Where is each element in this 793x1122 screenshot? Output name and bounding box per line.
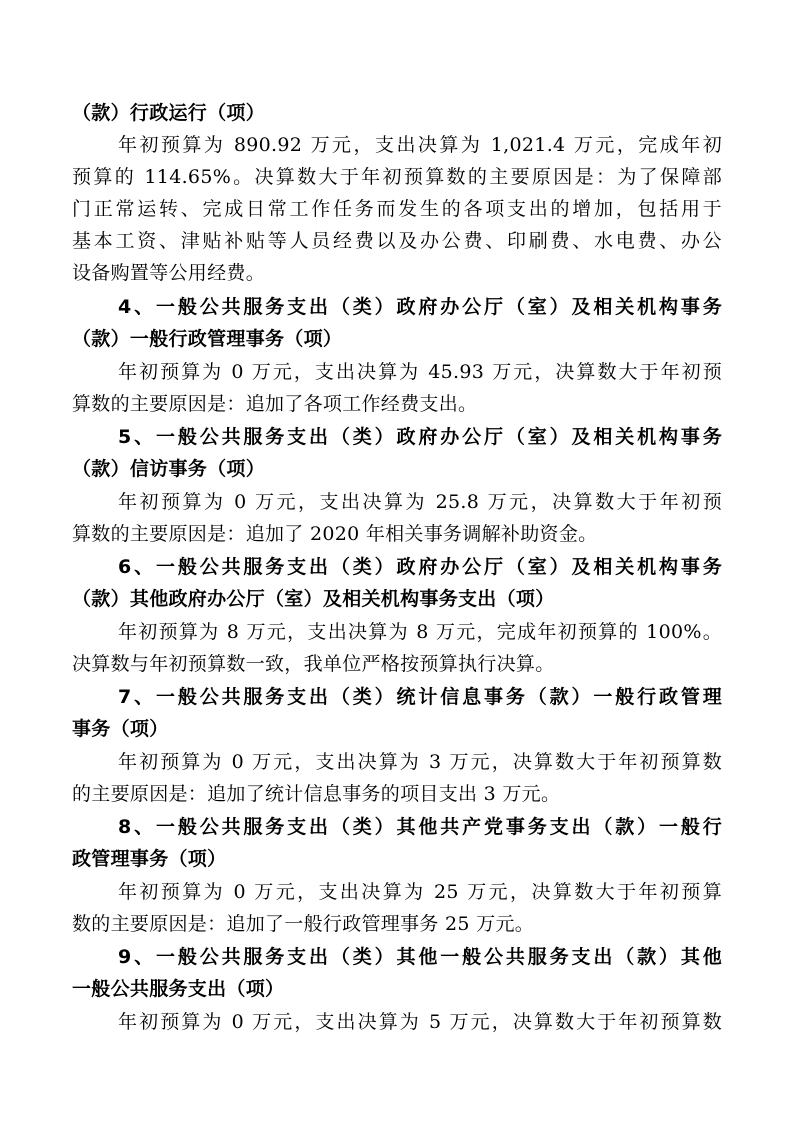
section-7-body-line-2: 的主要原因是：追加了统计信息事务的项目支出 3 万元。 bbox=[72, 783, 561, 805]
section-4-body-line-1: 年初预算为 0 万元，支出决算为 45.93 万元，决算数大于年初预 bbox=[118, 361, 722, 383]
section-3-body-line-3: 门正常运转、完成日常工作任务而发生的各项支出的增加，包括用于 bbox=[72, 198, 722, 220]
section-4-heading-line-1: 4、一般公共服务支出（类）政府办公厅（室）及相关机构事务 bbox=[118, 296, 722, 318]
section-9-heading-line-2: 一般公共服务支出（项） bbox=[72, 978, 285, 1000]
section-8-heading-line-2: 政管理事务（项） bbox=[72, 848, 227, 870]
section-5-heading-line-1: 5、一般公共服务支出（类）政府办公厅（室）及相关机构事务 bbox=[118, 426, 722, 448]
section-3-body-line-5: 设备购置等公用经费。 bbox=[72, 262, 266, 284]
section-5-body-line-2: 算数的主要原因是：追加了 2020 年相关事务调解补助资金。 bbox=[72, 523, 598, 545]
section-7-heading-line-1: 7、一般公共服务支出（类）统计信息事务（款）一般行政管理 bbox=[118, 686, 722, 708]
section-6-heading-line-2: （款）其他政府办公厅（室）及相关机构事务支出（项） bbox=[72, 588, 555, 610]
section-9-heading-line-1: 9、一般公共服务支出（类）其他一般公共服务支出（款）其他 bbox=[118, 946, 722, 968]
section-4-body-line-2: 算数的主要原因是：追加了各项工作经费支出。 bbox=[72, 393, 478, 415]
section-3-body-line-1: 年初预算为 890.92 万元，支出决算为 1,021.4 万元，完成年初 bbox=[118, 134, 722, 156]
section-9-body-line-1: 年初预算为 0 万元，支出决算为 5 万元，决算数大于年初预算数 bbox=[118, 1011, 722, 1033]
section-7-heading-line-2: 事务（项） bbox=[72, 718, 169, 740]
section-6-body-line-2: 决算数与年初预算数一致，我单位严格按预算执行决算。 bbox=[72, 653, 555, 675]
section-3-body-line-4: 基本工资、津贴补贴等人员经费以及办公费、印刷费、水电费、办公 bbox=[72, 230, 722, 252]
section-5-heading-line-2: （款）信访事务（项） bbox=[72, 458, 266, 480]
section-3-body-line-2: 预算的 114.65%。决算数大于年初预算数的主要原因是：为了保障部 bbox=[72, 166, 722, 188]
section-6-body-line-1: 年初预算为 8 万元，支出决算为 8 万元，完成年初预算的 100%。 bbox=[118, 621, 722, 643]
section-7-body-line-1: 年初预算为 0 万元，支出决算为 3 万元，决算数大于年初预算数 bbox=[118, 751, 722, 773]
section-8-heading-line-1: 8、一般公共服务支出（类）其他共产党事务支出（款）一般行 bbox=[118, 816, 722, 838]
section-4-heading-line-2: （款）一般行政管理事务（项） bbox=[72, 328, 343, 350]
section-8-body-line-1: 年初预算为 0 万元，支出决算为 25 万元，决算数大于年初预算 bbox=[118, 881, 722, 903]
section-8-body-line-2: 数的主要原因是：追加了一般行政管理事务 25 万元。 bbox=[72, 913, 535, 935]
section-6-heading-line-1: 6、一般公共服务支出（类）政府办公厅（室）及相关机构事务 bbox=[118, 556, 722, 578]
section-3-heading-continued: （款）行政运行（项） bbox=[72, 102, 266, 124]
section-5-body-line-1: 年初预算为 0 万元，支出决算为 25.8 万元，决算数大于年初预 bbox=[118, 491, 722, 513]
